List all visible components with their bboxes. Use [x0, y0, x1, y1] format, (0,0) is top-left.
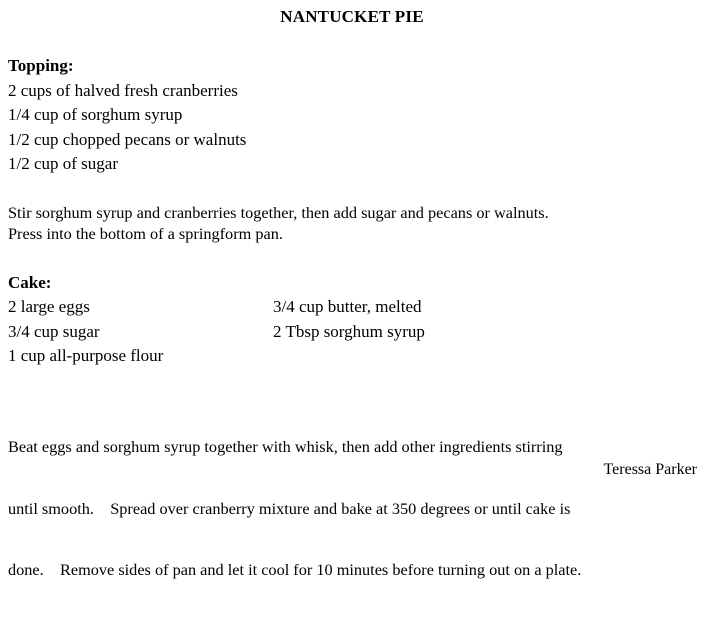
topping-instructions [8, 203, 702, 244]
cake-heading: Cake: [8, 273, 52, 292]
topping-instructions-line: Stir sorghum syrup and cranberries together, then add sugar and pecans or walnuts. [8, 203, 549, 222]
cake-ingredient: 2 Tbsp sorghum syrup [273, 322, 425, 341]
topping-ingredient: 1/4 cup of sorghum syrup [8, 105, 183, 124]
topping-ingredient: 1/2 cup of sugar [8, 154, 119, 173]
cake-ingredient: 2 large eggs [8, 297, 90, 316]
topping-ingredient: 1/2 cup chopped pecans or walnuts [8, 130, 247, 149]
topping-heading: Topping: [8, 56, 74, 75]
cake-ingredient: 3/4 cup sugar [8, 322, 100, 341]
cake-ingredient: 1 cup all-purpose flour [8, 346, 164, 365]
cake-instructions [8, 396, 702, 622]
topping-ingredient: 2 cups of halved fresh cranberries [8, 81, 238, 100]
cake-instructions-line: until smooth. Spread over cranberry mixture and bake at 350 degrees or until cake is [8, 498, 571, 518]
author-signature: Teressa Parker [603, 461, 697, 478]
cake-ingredient: 3/4 cup butter, melted [273, 297, 422, 316]
topping-instructions-line: Press into the bottom of a springform pan. [8, 223, 283, 243]
recipe-title: NANTUCKET PIE [280, 7, 424, 26]
cake-instructions-line: Beat eggs and sorghum syrup together with whisk, then add other ingredients stirring [8, 437, 563, 456]
cake-instructions-line: done. Remove sides of pan and let it cool for 10 minutes before turning out on a plate. [8, 560, 582, 579]
